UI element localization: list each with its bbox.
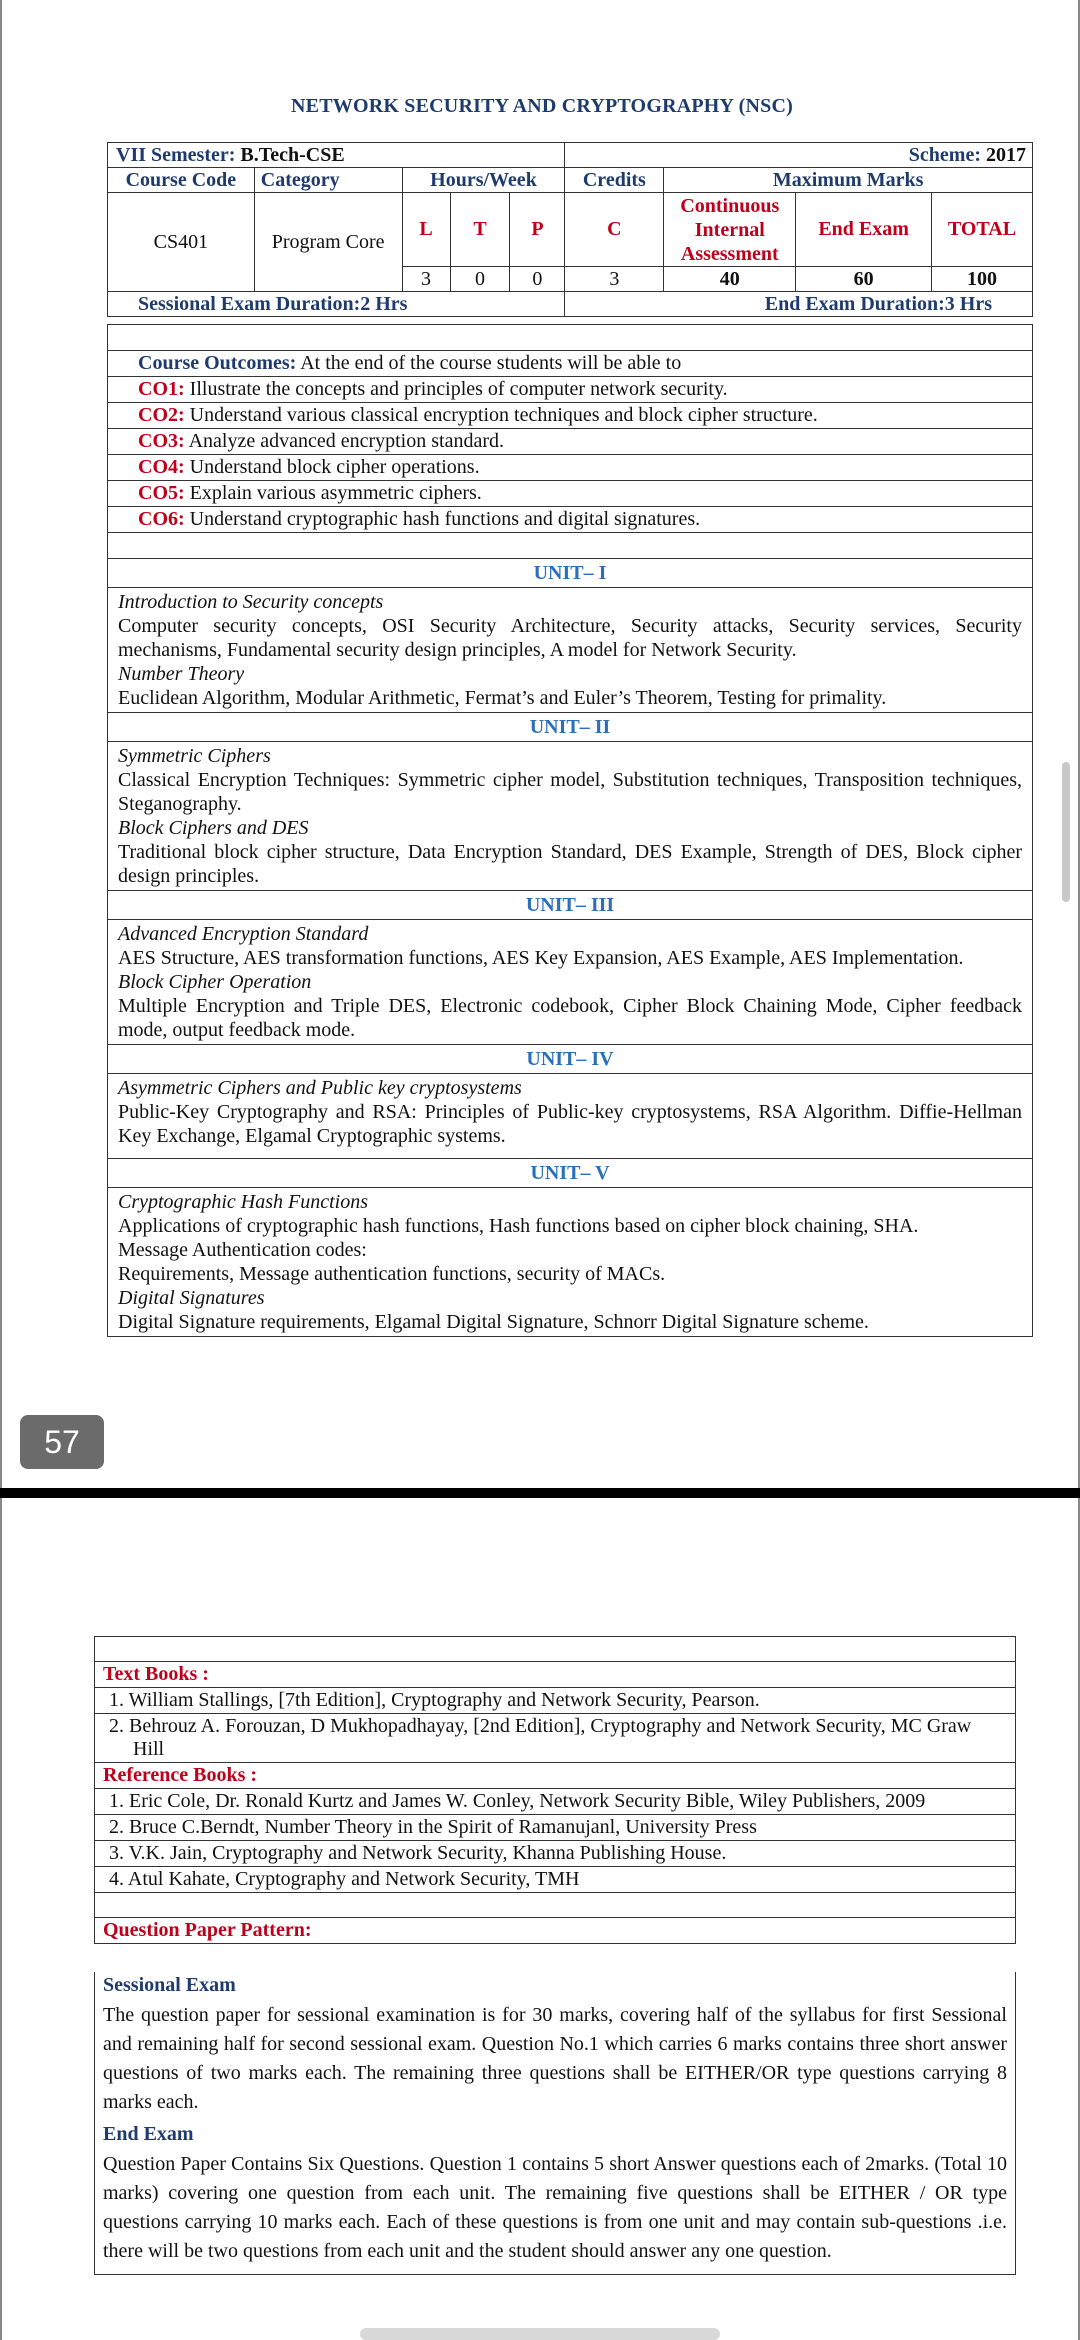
p-value: 0 xyxy=(510,267,565,292)
c-value: 3 xyxy=(565,267,664,292)
unit-5-heading: UNIT– V xyxy=(108,1159,1033,1188)
col-l: L xyxy=(402,193,450,267)
end-exam-text: Question Paper Contains Six Questions. Question 1 contains 5 short Answer questions each of 2marks. (Total 10 marks) covering one question from each unit. The remaining five questions shall be EITHER / OR type questions carrying 10 marks each. Each of these questions is from one unit and may contain sub-questions .i.e. there will be two questions from each unit and the student should answer any one question. xyxy=(103,2153,1007,2262)
outcomes-intro: Course Outcomes: At the end of the course students will be able to xyxy=(108,351,1033,377)
reference-book-1: 1. Eric Cole, Dr. Ronald Kurtz and James W. Conley, Network Security Bible, Wiley Publishers, 2009 xyxy=(95,1789,1016,1815)
course-header-table xyxy=(107,142,1033,317)
end-exam-duration: End Exam Duration:3 Hrs xyxy=(565,292,1033,317)
spacer-row xyxy=(95,1637,1016,1662)
text-book-2: 2. Behrouz A. Forouzan, D Mukhopadhayay, [2nd Edition], Cryptography and Network Security, MC Graw Hill xyxy=(95,1714,1016,1763)
page-separator xyxy=(0,1488,1080,1498)
unit-2-content: Symmetric Ciphers Classical Encryption Techniques: Symmetric cipher model, Substitution techniques, Transposition techniques, Steganography. Block Ciphers and DES Traditional block cipher structure, Data Encryption Standard, DES Example, Strength of DES, Block cipher design principles. xyxy=(108,742,1033,891)
end-exam-heading: End Exam xyxy=(103,2123,194,2145)
reference-books-label: Reference Books : xyxy=(95,1763,1016,1789)
outcome-co1: CO1: Illustrate the concepts and principles of computer network security. xyxy=(108,377,1033,403)
home-indicator[interactable] xyxy=(360,2328,720,2340)
col-course-code: Course Code xyxy=(108,168,255,193)
reference-book-2: 2. Bruce C.Berndt, Number Theory in the Spirit of Ramanujanl, University Press xyxy=(95,1815,1016,1841)
reference-book-3: 3. V.K. Jain, Cryptography and Network Security, Khanna Publishing House. xyxy=(95,1841,1016,1867)
unit-4-heading: UNIT– IV xyxy=(108,1045,1033,1074)
col-category: Category xyxy=(254,168,402,193)
col-end-exam: End Exam xyxy=(796,193,932,267)
spacer-row xyxy=(95,1893,1016,1918)
outcome-co3: CO3: Analyze advanced encryption standard. xyxy=(108,429,1033,455)
outcome-co4: CO4: Understand block cipher operations. xyxy=(108,455,1033,481)
category-value: Program Core xyxy=(254,193,402,292)
question-paper-section xyxy=(94,1972,1016,2275)
total-value: 100 xyxy=(931,267,1032,292)
col-credits: Credits xyxy=(565,168,664,193)
unit-5-content: Cryptographic Hash Functions Applications of cryptographic hash functions, Hash functions based on cipher block chaining, SHA. Message Authentication codes: Requirements, Message authentication functions, security of MACs. Digital Signatures Digital Signature requirements, Elgamal Digital Signature, Schnorr Digital Signature scheme. xyxy=(108,1188,1033,1337)
scheme-cell: Scheme: 2017 xyxy=(565,143,1033,168)
l-value: 3 xyxy=(402,267,450,292)
col-t: T xyxy=(450,193,510,267)
sessional-exam-text: The question paper for sessional examination is for 30 marks, covering half of the syllabus for first Sessional and remaining half for second sessional exam. Question No.1 which carries 6 marks contains three short answer questions of two marks each. The remaining three questions shall be EITHER/OR type questions carrying 8 marks each. xyxy=(103,2004,1007,2113)
question-paper-label: Question Paper Pattern: xyxy=(95,1918,1016,1944)
t-value: 0 xyxy=(450,267,510,292)
page-number-badge: 57 xyxy=(20,1415,104,1469)
course-code-value: CS401 xyxy=(108,193,255,292)
col-hours-week: Hours/Week xyxy=(402,168,565,193)
books-table xyxy=(94,1636,1016,1944)
col-c: C xyxy=(565,193,664,267)
unit-3-heading: UNIT– III xyxy=(108,891,1033,920)
unit-4-content: Asymmetric Ciphers and Public key cryptosystems Public-Key Cryptography and RSA: Principles of Public-key cryptosystems, RSA Algorithm. Diffie-Hellman Key Exchange, Elgamal Cryptographic systems. xyxy=(108,1074,1033,1159)
course-title: NETWORK SECURITY AND CRYPTOGRAPHY (NSC) xyxy=(291,95,793,117)
outcome-co5: CO5: Explain various asymmetric ciphers. xyxy=(108,481,1033,507)
spacer-row xyxy=(108,533,1033,559)
semester-cell: VII Semester: B.Tech-CSE xyxy=(108,143,565,168)
reference-book-4: 4. Atul Kahate, Cryptography and Network Security, TMH xyxy=(95,1867,1016,1893)
col-total: TOTAL xyxy=(931,193,1032,267)
col-maximum-marks: Maximum Marks xyxy=(664,168,1033,193)
text-book-1: 1. William Stallings, [7th Edition], Cryptography and Network Security, Pearson. xyxy=(95,1688,1016,1714)
text-books-label: Text Books : xyxy=(95,1662,1016,1688)
spacer-row xyxy=(108,325,1033,351)
outcome-co6: CO6: Understand cryptographic hash functions and digital signatures. xyxy=(108,507,1033,533)
syllabus-page-2 xyxy=(0,1498,1080,2340)
sessional-exam-heading: Sessional Exam xyxy=(103,1974,236,1996)
col-p: P xyxy=(510,193,565,267)
end-exam-value: 60 xyxy=(796,267,932,292)
unit-1-heading: UNIT– I xyxy=(108,559,1033,588)
course-outcomes-table xyxy=(107,324,1033,559)
unit-1-content: Introduction to Security concepts Computer security concepts, OSI Security Architecture, Security attacks, Security services, Security mechanisms, Fundamental security design principles, A model for Network Security. Number Theory Euclidean Algorithm, Modular Arithmetic, Fermat’s and Euler’s Theorem, Testing for primality. xyxy=(108,588,1033,713)
unit-2-heading: UNIT– II xyxy=(108,713,1033,742)
col-cia: Continuous Internal Assessment xyxy=(664,193,796,267)
cia-value: 40 xyxy=(664,267,796,292)
units-table xyxy=(107,558,1033,1337)
sessional-duration: Sessional Exam Duration:2 Hrs xyxy=(108,292,565,317)
scrollbar-thumb[interactable] xyxy=(1062,762,1070,902)
unit-3-content: Advanced Encryption Standard AES Structure, AES transformation functions, AES Key Expansion, AES Example, AES Implementation. Block Cipher Operation Multiple Encryption and Triple DES, Electronic codebook, Cipher Block Chaining Mode, Cipher feedback mode, output feedback mode. xyxy=(108,920,1033,1045)
outcome-co2: CO2: Understand various classical encryption techniques and block cipher structure. xyxy=(108,403,1033,429)
